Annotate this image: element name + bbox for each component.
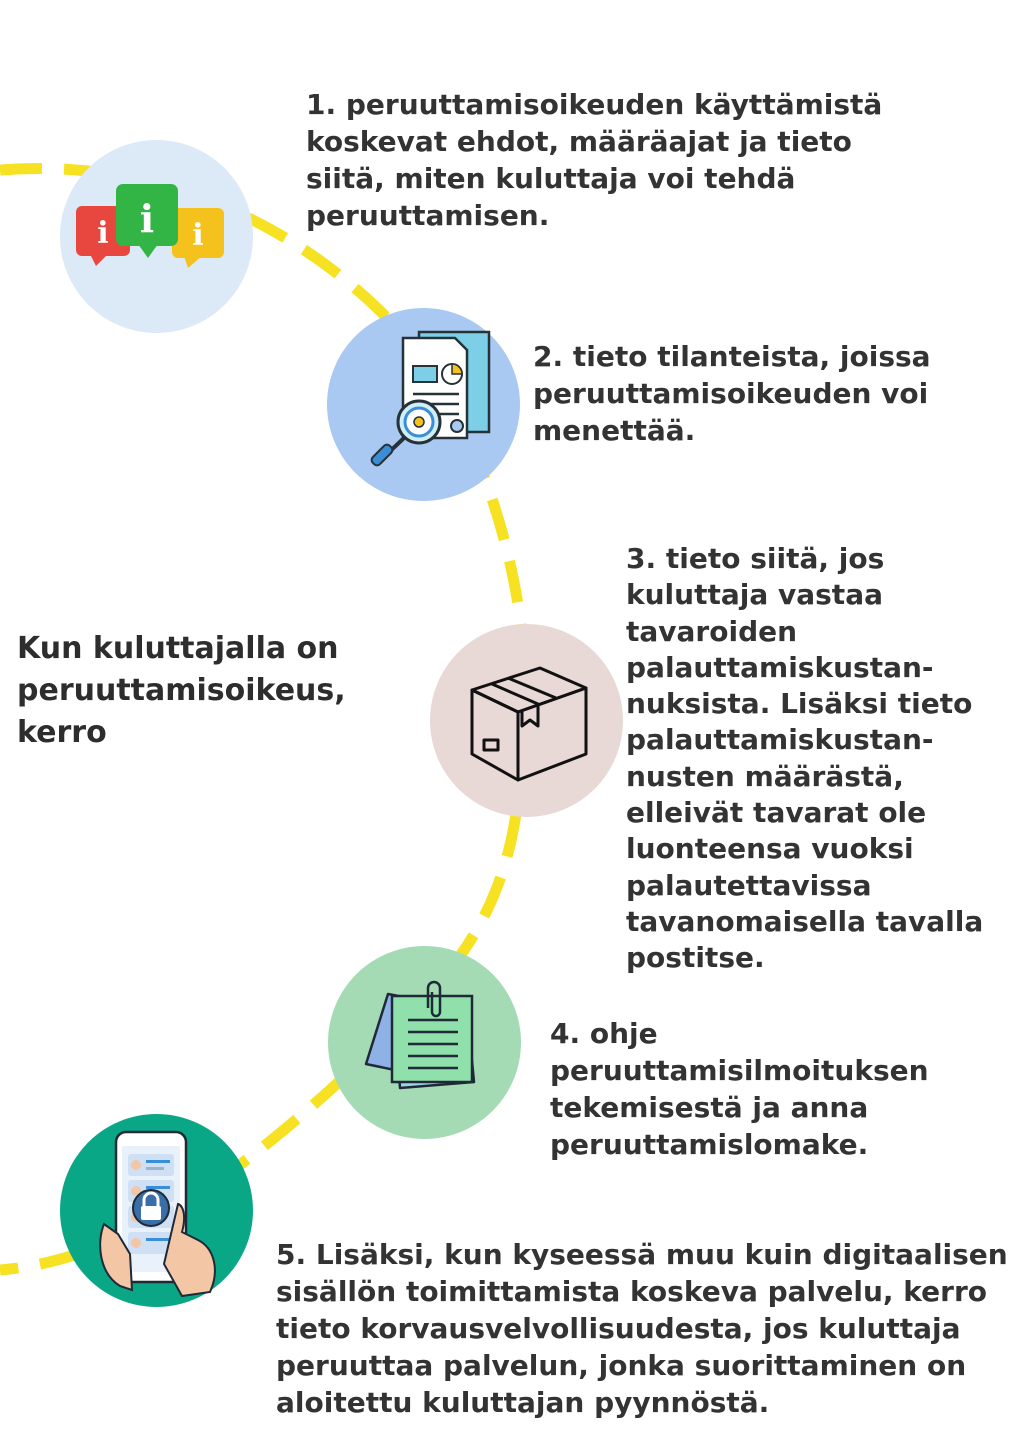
step-4-icon-circle — [328, 946, 521, 1139]
step-3-text: 3. tieto siitä, jos kuluttaja vastaa tavaroiden palauttamiskustan-nuksista. Lisäksi tieto palauttamiskustan-nusten määrästä, elleivät tavarat ole luonteensa vuoksi palautettavissa tavanomaisella tavalla postitse. — [626, 542, 984, 975]
package-box-icon — [430, 624, 623, 817]
document-magnifier-icon — [327, 308, 520, 501]
step-4-text: 4. ohje peruuttamisilmoituksen tekemisestä ja anna peruuttamislomake. — [550, 1017, 929, 1161]
phone-lock-icon — [60, 1114, 253, 1307]
step-3-icon-circle — [430, 624, 623, 817]
step-1-icon-circle — [60, 140, 253, 333]
svg-text:i: i — [139, 196, 155, 241]
page-title: Kun kuluttajalla on peruuttamisoikeus, kerro — [17, 631, 346, 750]
svg-text:i: i — [97, 216, 109, 251]
step-1-text: 1. peruuttamisoikeuden käyttämistä koskevat ehdot, määräajat ja tieto siitä, miten kuluttaja voi tehdä peruuttamisen. — [306, 88, 883, 232]
info-speech-bubbles-icon — [60, 140, 253, 333]
step-2-icon-circle — [327, 308, 520, 501]
step-2-text: 2. tieto tilanteista, joissa peruuttamisoikeuden voi menettää. — [533, 340, 931, 447]
paper-notes-icon — [328, 946, 521, 1139]
step-5-text: 5. Lisäksi, kun kyseessä muu kuin digitaalisen sisällön toimittamista koskeva palvelu, kerro tieto korvausvelvollisuudesta, jos kuluttaja peruuttaa palvelun, jonka suorittaminen on aloitettu kuluttajan pyynnöstä. — [276, 1238, 1008, 1419]
svg-text:i: i — [192, 218, 204, 253]
step-5-icon-circle — [60, 1114, 253, 1307]
